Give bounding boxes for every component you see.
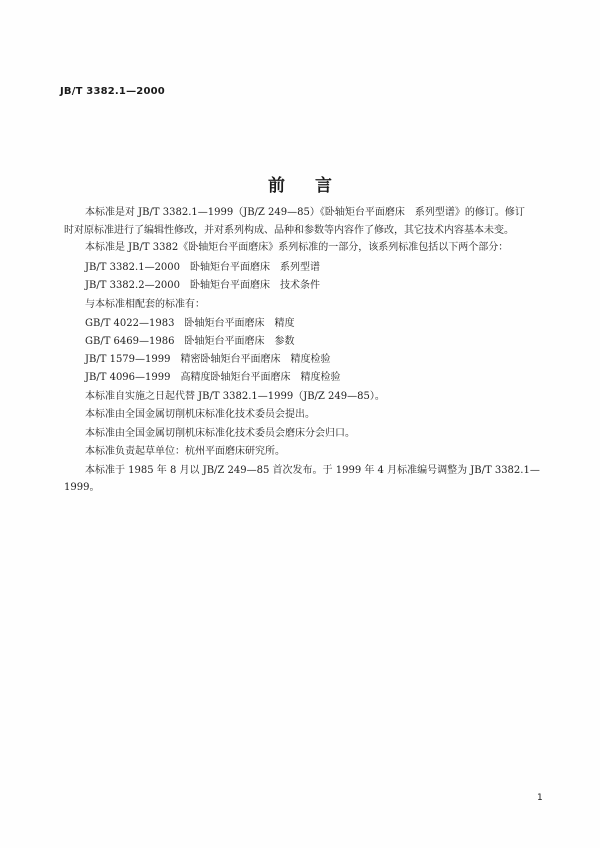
- paragraph-line: 本标准负责起草单位：杭州平面磨床研究所。: [85, 446, 285, 457]
- paragraph-line: 时对原标准进行了编辑性修改，并对系列构成、品种和参数等内容作了修改，其它技术内容基本未变。: [64, 225, 514, 236]
- paragraph-line: 1999。: [64, 482, 100, 493]
- paragraph-line: JB/T 1579—1999 精密卧轴矩台平面磨床 精度检验: [85, 354, 331, 365]
- standard-code: JB/T 3382.1—2000: [60, 86, 165, 97]
- paragraph-line: 本标准自实施之日起代替 JB/T 3382.1—1999（JB/Z 249—85）。: [85, 391, 385, 402]
- paragraph-line: 本标准由全国金属切削机床标准化技术委员会提出。: [85, 409, 315, 420]
- paragraph-line: 本标准由全国金属切削机床标准化技术委员会磨床分会归口。: [85, 428, 355, 439]
- paragraph-line: JB/T 3382.1—2000 卧轴矩台平面磨床 系列型谱: [85, 262, 321, 273]
- page-number: 1: [537, 793, 543, 803]
- paragraph-line: JB/T 4096—1999 高精度卧轴矩台平面磨床 精度检验: [85, 372, 341, 383]
- paragraph-line: JB/T 3382.2—2000 卧轴矩台平面磨床 技术条件: [85, 280, 321, 291]
- paragraph-line: 本标准于 1985 年 8 月以 JB/Z 249—85 首次发布。于 1999 年 4 月标准编号调整为 JB/T 3382.1—: [85, 465, 540, 476]
- paragraph-line: 与本标准相配套的标准有：: [85, 299, 205, 310]
- paragraph-line: GB/T 6469—1986 卧轴矩台平面磨床 参数: [85, 336, 295, 347]
- page-title: 前言: [268, 176, 362, 196]
- paragraph-line: 本标准是对 JB/T 3382.1—1999（JB/Z 249—85）《卧轴矩台平面磨床 系列型谱》的修订。修订: [85, 207, 525, 218]
- paragraph-line: 本标准是 JB/T 3382《卧轴矩台平面磨床》系列标准的一部分，该系列标准包括以下两个部分：: [85, 242, 509, 253]
- paragraph-line: GB/T 4022—1983 卧轴矩台平面磨床 精度: [85, 318, 295, 329]
